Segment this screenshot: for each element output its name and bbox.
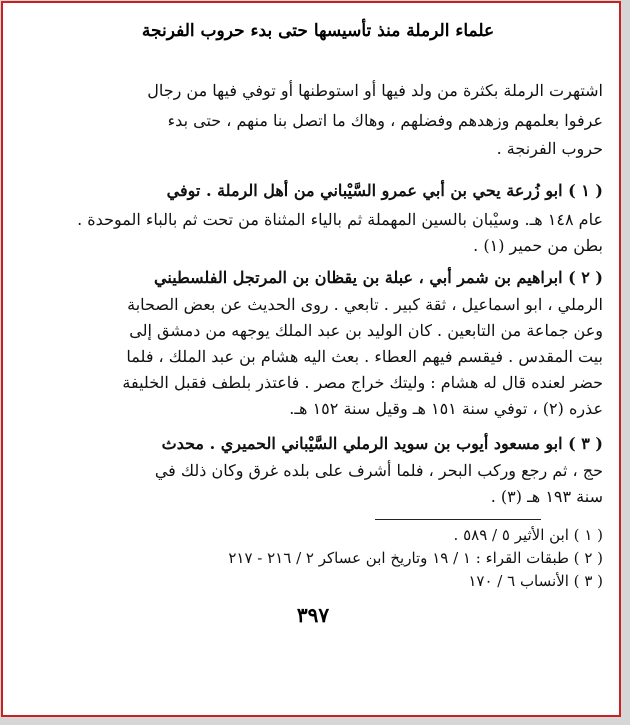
entry-1-line: بطن من حمير (١) . xyxy=(473,236,603,255)
entry-2-line: عذره (٢) ، توفي سنة ١٥١ هـ وقيل سنة ١٥٢ هـ. xyxy=(289,399,603,418)
entry-2-line: بيت المقدس . فيقسم فيهم العطاء . بعث اليه هشام بن عبد الملك ، فلما xyxy=(126,347,603,366)
entry-2-line: الرملي ، ابو اسماعيل ، ثقة كبير . تابعي . روى الحديث عن بعض الصحابة xyxy=(127,295,603,314)
page-number: ٣٩٧ xyxy=(296,603,330,627)
footnote-divider xyxy=(375,519,541,520)
entry-3-line: سنة ١٩٣ هـ (٣) . xyxy=(490,487,603,506)
footnote: ( ٢ ) طبقات القراء : ١ / ١٩ وتاريخ ابن عساكر ٢ / ٢١٦ - ٢١٧ xyxy=(228,549,603,567)
intro-line: عرفوا بعلمهم وزهدهم وفضلهم ، وهاك ما اتصل بنا منهم ، حتى بدء xyxy=(167,111,603,130)
footnote: ( ٣ ) الأنساب ٦ / ١٧٠ xyxy=(468,572,603,590)
entry-2-heading: ( ٢ ) ابراهيم بن شمر أبي ، عبلة بن يقظان بن المرتجل الفلسطيني xyxy=(154,268,603,287)
entry-2-line: حضر لعنده قال له هشام : وليتك خراج مصر . فاعتذر بلطف فقبل الخليفة xyxy=(122,373,603,392)
footnote: ( ١ ) ابن الأثير ٥ / ٥٨٩ . xyxy=(453,526,603,544)
entry-1-line: عام ١٤٨ هـ. وسيْبان بالسين المهملة ثم بالياء المثناة من تحت ثم بالباء الموحدة . xyxy=(77,210,603,229)
entry-3-line: حج ، ثم رجع وركب البحر ، فلما أشرف على بلده غرق وكان ذلك في xyxy=(154,461,603,480)
book-page xyxy=(1,1,621,717)
entry-3-heading: ( ٣ ) ابو مسعود أيوب بن سويد الرملي السَّيْباني الحميري . محدث xyxy=(161,434,603,453)
intro-line: حروب الفرنجة . xyxy=(496,139,603,158)
entry-1-heading: ( ١ ) ابو زُرعة يحي بن أبي عمرو السَّيْباني من أهل الرملة . توفي xyxy=(166,181,603,200)
intro-line: اشتهرت الرملة بكثرة من ولد فيها أو استوطنها أو توفي فيها من رجال xyxy=(147,81,603,100)
page-title: علماء الرملة منذ تأسيسها حتى بدء حروب الفرنجة xyxy=(141,21,495,41)
entry-2-line: وعن جماعة من التابعين . كان الوليد بن عبد الملك يوجهه من دمشق إلى xyxy=(129,321,603,340)
